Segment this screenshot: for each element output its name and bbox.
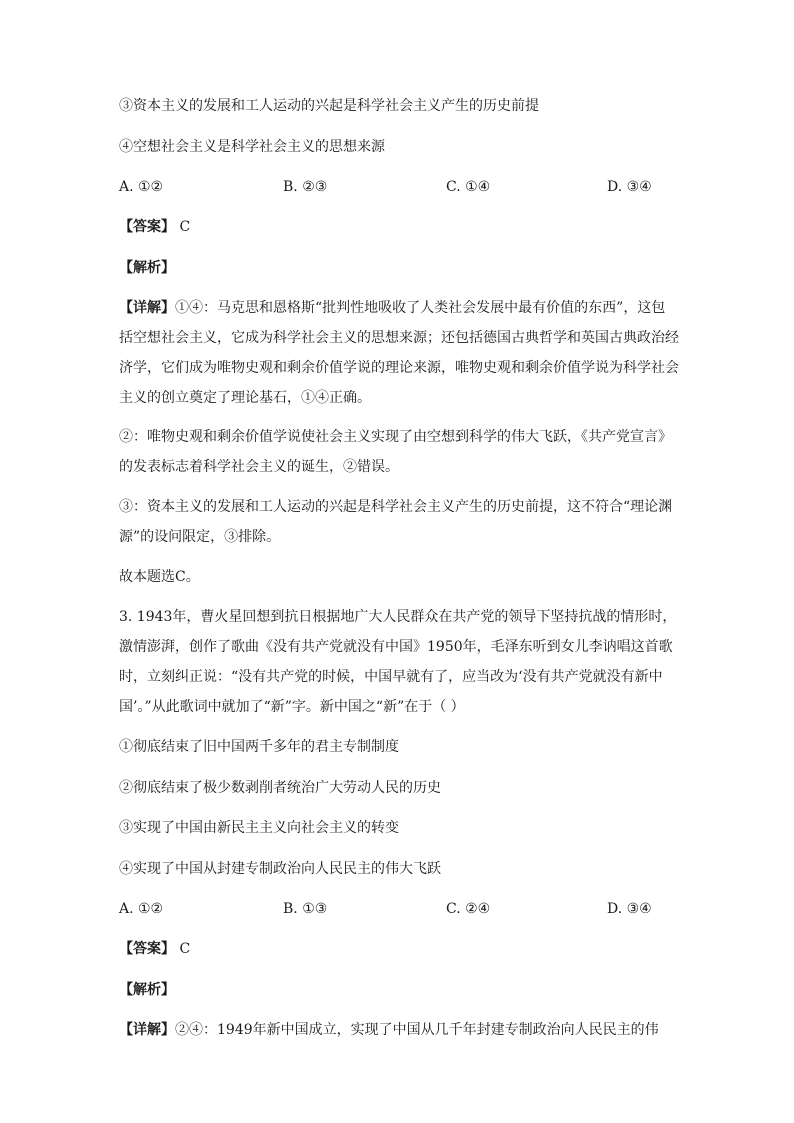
q2-option-d: D. ③④	[607, 179, 652, 195]
q3-item-4: ④实现了中国从封建专制政治向人民民主的伟大飞跃	[119, 861, 441, 877]
q2-option-c: C. ①④	[446, 179, 491, 195]
q2-detail-line-3: 济学，它们成为唯物史观和剩余价值学说的理论来源，唯物史观和剩余价值学说为科学社会	[119, 360, 679, 376]
q2-item-3: ③资本主义的发展和工人运动的兴起是科学社会主义产生的历史前提	[119, 98, 539, 114]
detail-tag: 【详解】	[119, 300, 175, 316]
q2-para2-line-2: 的发表标志着科学社会主义的诞生，②错误。	[119, 459, 399, 475]
q2-item-4: ④空想社会主义是科学社会主义的思想来源	[119, 139, 385, 155]
answer-value: C	[179, 941, 191, 957]
q2-detail-line-2: 括空想社会主义，它成为科学社会主义的思想来源；还包括德国古典哲学和英国古典政治经	[119, 330, 679, 346]
q2-answer	[119, 217, 679, 237]
detail-text: ①④：马克思和恩格斯“批判性地吸收了人类社会发展中最有价值的东西”，这包	[175, 300, 666, 316]
q3-stem-line-1: 3. 1943年，曹火星回想到抗日根据地广大人民群众在共产党的领导下坚持抗战的情形时，	[119, 609, 677, 625]
detail-tag: 【详解】	[119, 1022, 175, 1038]
q3-analysis-tag: 【解析】	[119, 982, 175, 998]
q2-detail-line-1	[119, 298, 679, 318]
q2-analysis-tag: 【解析】	[119, 260, 175, 276]
answer-tag: 【答案】	[119, 941, 175, 957]
q3-item-2: ②彻底结束了极少数剥削者统治广大劳动人民的历史	[119, 780, 441, 796]
q2-detail-line-4: 主义的创立奠定了理论基石，①④正确。	[119, 390, 371, 406]
q3-option-b: B. ①③	[283, 901, 328, 917]
q3-option-a: A. ①②	[119, 901, 164, 917]
q2-para2-line-1: ②：唯物史观和剩余价值学说使社会主义实现了由空想到科学的伟大飞跃，《共产党宣言》	[119, 429, 672, 445]
q3-option-d: D. ③④	[607, 901, 652, 917]
detail-text: ②④：1949年新中国成立，实现了中国从几千年封建专制政治向人民民主的伟	[175, 1022, 659, 1038]
q3-answer	[119, 939, 679, 959]
answer-tag: 【答案】	[119, 219, 175, 235]
answer-value: C	[179, 219, 191, 235]
q2-option-b: B. ②③	[283, 179, 328, 195]
q2-para3-line-2: 源”的设问限定，③排除。	[119, 529, 281, 545]
q3-item-3: ③实现了中国由新民主主义向社会主义的转变	[119, 820, 399, 836]
q3-stem-line-2: 激情澎湃，创作了歌曲《没有共产党就没有中国》1950年，毛泽东听到女儿李讷唱这首歌	[119, 639, 673, 655]
q2-option-a: A. ①②	[119, 179, 164, 195]
q3-detail-line-1	[119, 1020, 679, 1040]
q3-stem-line-3: 时，立刻纠正说：“没有共产党的时候，中国早就有了，应当改为‘没有共产党就没有新中	[119, 669, 663, 685]
q2-conclusion: 故本题选C。	[119, 569, 200, 585]
q2-para3-line-1: ③：资本主义的发展和工人运动的兴起是科学社会主义产生的历史前提，这不符合“理论渊	[119, 499, 673, 515]
q3-stem-line-4: 国’。”从此歌词中就加了“新”字。新中国之“新”在于（ ）	[119, 699, 465, 715]
q3-option-c: C. ②④	[446, 901, 491, 917]
q3-item-1: ①彻底结束了旧中国两千多年的君主专制制度	[119, 739, 399, 755]
